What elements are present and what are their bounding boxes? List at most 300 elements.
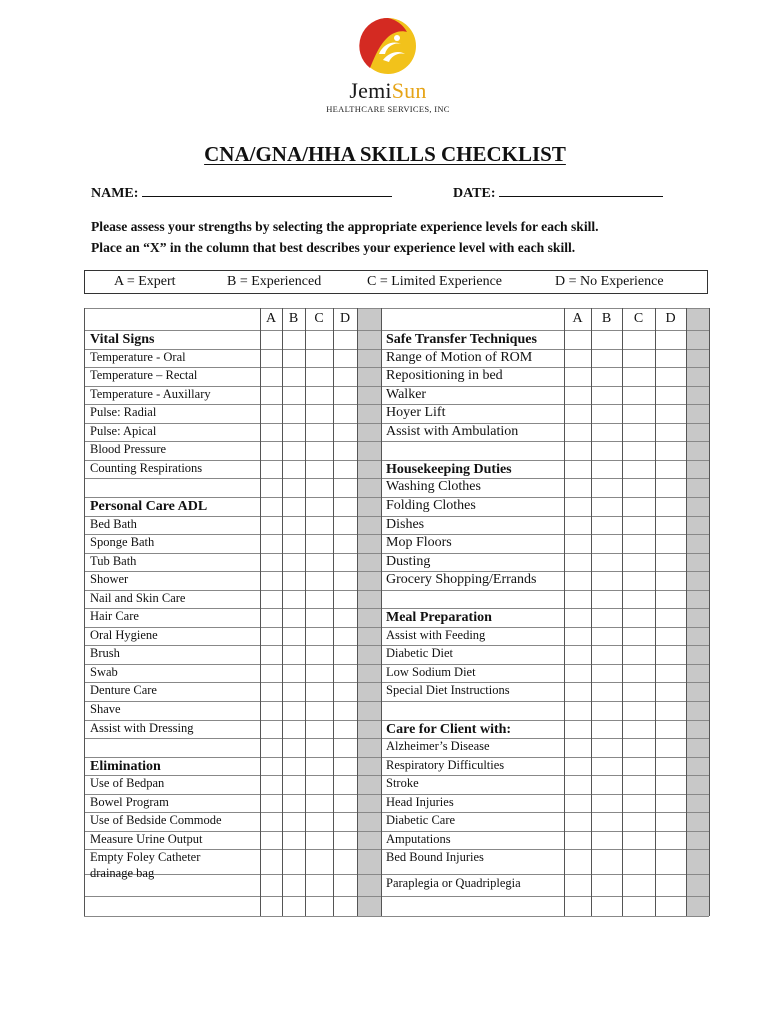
right-check-cell-d[interactable] [656,368,685,385]
right-check-cell-b[interactable] [592,572,621,589]
left-check-cell-d[interactable] [334,813,356,830]
left-check-cell-b[interactable] [283,350,304,367]
date-input-line[interactable] [499,184,663,197]
left-check-cell-d[interactable] [334,442,356,459]
left-check-cell-d[interactable] [334,424,356,441]
left-check-cell-c[interactable] [306,442,332,459]
left-check-cell-c[interactable] [306,832,332,849]
right-check-cell-c[interactable] [623,776,654,793]
right-check-cell-b[interactable] [592,813,621,830]
right-check-cell-c[interactable] [623,609,654,626]
company-logo [318,16,458,124]
left-check-cell-c[interactable] [306,368,332,385]
right-check-cell-a[interactable] [565,535,590,552]
right-check-cell-a[interactable] [565,609,590,626]
right-check-cell-c[interactable] [623,739,654,756]
right-check-cell-a[interactable] [565,498,590,515]
right-skill-label: Hoyer Lift [386,405,446,421]
right-check-cell-b[interactable] [592,498,621,515]
left-check-cell-c[interactable] [306,591,332,608]
left-column-header-b: B [288,311,299,326]
shaded-end-column [686,308,709,916]
left-check-cell-d[interactable] [334,350,356,367]
right-check-cell-d[interactable] [656,813,685,830]
right-check-cell-a[interactable] [565,554,590,571]
right-check-cell-d[interactable] [656,609,685,626]
left-check-cell-d[interactable] [334,331,356,348]
right-skill-label: Alzheimer’s Disease [386,739,490,754]
left-check-cell-c[interactable] [306,554,332,571]
right-check-cell-a[interactable] [565,442,590,459]
right-check-cell-d[interactable] [656,665,685,682]
right-check-cell-d[interactable] [656,702,685,719]
right-check-cell-d[interactable] [656,498,685,515]
left-check-cell-a[interactable] [261,888,281,905]
left-skill-label: Nail and Skin Care [90,590,186,605]
left-check-cell-c[interactable] [306,572,332,589]
right-skill-label: Dusting [386,553,431,569]
left-skill-label: Temperature – Rectal [90,368,198,383]
left-skill-label: Shower [90,572,129,587]
right-check-cell-d[interactable] [656,776,685,793]
right-skill-label: Amputations [386,831,451,846]
right-check-cell-c[interactable] [623,795,654,812]
name-field[interactable] [91,184,392,202]
left-check-cell-c[interactable] [306,758,332,775]
left-check-cell-b[interactable] [283,832,304,849]
left-skill-label: Pulse: Radial [90,405,157,420]
left-check-cell-b[interactable] [283,609,304,626]
left-check-cell-d[interactable] [334,479,356,496]
right-check-cell-c[interactable] [623,572,654,589]
instruction-line-1: Please assess your strengths by selecting the appropriate experience levels for each skill. [91,219,599,234]
left-check-cell-c[interactable] [306,702,332,719]
left-check-cell-b[interactable] [283,442,304,459]
left-check-cell-d[interactable] [334,498,356,515]
row-divider [84,916,709,917]
right-section-heading: Housekeeping Duties [386,461,512,477]
left-check-cell-b[interactable] [283,683,304,700]
left-check-cell-c[interactable] [306,479,332,496]
left-check-cell-c[interactable] [306,869,332,886]
right-check-cell-d[interactable] [656,572,685,589]
right-check-cell-b[interactable] [592,888,621,905]
right-check-cell-a[interactable] [565,387,590,404]
left-check-cell-b[interactable] [283,554,304,571]
right-check-cell-b[interactable] [592,869,621,886]
left-check-cell-b[interactable] [283,813,304,830]
left-check-cell-d[interactable] [334,665,356,682]
shaded-separator-column [357,308,381,916]
left-check-cell-d[interactable] [334,387,356,404]
right-check-cell-d[interactable] [656,683,685,700]
right-check-cell-a[interactable] [565,646,590,663]
logo-wordmark-part2: Sun [391,78,427,103]
left-check-cell-d[interactable] [334,721,356,738]
right-check-cell-a[interactable] [565,758,590,775]
right-check-cell-d[interactable] [656,795,685,812]
left-check-cell-d[interactable] [334,795,356,812]
right-check-cell-b[interactable] [592,591,621,608]
left-check-cell-b[interactable] [283,591,304,608]
left-check-cell-d[interactable] [334,572,356,589]
page-title-text: CNA/GNA/HHA SKILLS CHECKLIST [204,142,566,166]
right-check-cell-b[interactable] [592,683,621,700]
right-check-cell-d[interactable] [656,721,685,738]
logo-wordmark [318,80,458,102]
left-check-cell-b[interactable] [283,795,304,812]
left-column-header-d: D [339,311,351,326]
right-check-cell-c[interactable] [623,702,654,719]
column-divider [709,308,710,916]
left-check-cell-a[interactable] [261,424,281,441]
left-check-cell-c[interactable] [306,350,332,367]
right-check-cell-d[interactable] [656,405,685,422]
left-check-cell-b[interactable] [283,331,304,348]
right-check-cell-b[interactable] [592,424,621,441]
left-check-cell-d[interactable] [334,609,356,626]
left-check-cell-a[interactable] [261,721,281,738]
left-skill-label: Hair Care [90,609,139,624]
left-skill-label: Assist with Dressing [90,720,194,735]
left-check-cell-a[interactable] [261,461,281,478]
right-check-cell-b[interactable] [592,442,621,459]
left-check-cell-c[interactable] [306,331,332,348]
left-check-cell-b[interactable] [283,405,304,422]
left-check-cell-b[interactable] [283,739,304,756]
left-check-cell-d[interactable] [334,554,356,571]
right-check-cell-c[interactable] [623,498,654,515]
left-check-cell-b[interactable] [283,368,304,385]
left-check-cell-d[interactable] [334,869,356,886]
left-section-heading: Elimination [90,758,161,774]
right-check-cell-a[interactable] [565,702,590,719]
left-check-cell-b[interactable] [283,758,304,775]
right-check-cell-a[interactable] [565,721,590,738]
right-check-cell-d[interactable] [656,646,685,663]
left-skill-label: Swab [90,664,118,679]
left-check-cell-b[interactable] [283,646,304,663]
right-check-cell-c[interactable] [623,461,654,478]
right-skill-label: Mop Floors [386,535,452,551]
left-check-cell-d[interactable] [334,739,356,756]
right-check-cell-d[interactable] [656,758,685,775]
left-check-cell-d[interactable] [334,405,356,422]
right-check-cell-a[interactable] [565,461,590,478]
right-check-cell-b[interactable] [592,665,621,682]
left-check-cell-a[interactable] [261,479,281,496]
right-check-cell-b[interactable] [592,387,621,404]
left-skill-label: Temperature - Oral [90,349,186,364]
right-check-cell-c[interactable] [623,331,654,348]
left-check-cell-a[interactable] [261,776,281,793]
left-check-cell-c[interactable] [306,628,332,645]
right-check-cell-a[interactable] [565,331,590,348]
right-check-cell-c[interactable] [623,554,654,571]
left-skill-label: Temperature - Auxillary [90,386,211,401]
right-check-cell-a[interactable] [565,517,590,534]
left-check-cell-a[interactable] [261,628,281,645]
right-check-cell-c[interactable] [623,368,654,385]
left-check-cell-c[interactable] [306,498,332,515]
left-check-cell-a[interactable] [261,832,281,849]
left-check-cell-c[interactable] [306,646,332,663]
right-check-cell-b[interactable] [592,331,621,348]
left-check-cell-d[interactable] [334,702,356,719]
left-check-cell-c[interactable] [306,535,332,552]
left-check-cell-a[interactable] [261,535,281,552]
left-check-cell-c[interactable] [306,683,332,700]
right-check-cell-a[interactable] [565,628,590,645]
right-skill-label: Low Sodium Diet [386,664,476,679]
left-check-cell-b[interactable] [283,665,304,682]
right-check-cell-b[interactable] [592,479,621,496]
right-check-cell-c[interactable] [623,387,654,404]
name-input-line[interactable] [142,184,392,197]
left-skill-label: Brush [90,646,120,661]
left-check-cell-b[interactable] [283,535,304,552]
right-check-cell-a[interactable] [565,368,590,385]
right-skill-label: Bed Bound Injuries [386,850,484,865]
left-check-cell-b[interactable] [283,776,304,793]
left-check-cell-d[interactable] [334,646,356,663]
right-check-cell-d[interactable] [656,442,685,459]
left-check-cell-a[interactable] [261,683,281,700]
left-skill-label: Oral Hygiene [90,627,158,642]
right-check-cell-c[interactable] [623,535,654,552]
right-section-heading: Meal Preparation [386,610,492,626]
right-check-cell-c[interactable] [623,479,654,496]
right-check-cell-d[interactable] [656,479,685,496]
left-check-cell-c[interactable] [306,405,332,422]
left-check-cell-a[interactable] [261,795,281,812]
right-check-cell-c[interactable] [623,646,654,663]
right-check-cell-c[interactable] [623,350,654,367]
left-check-cell-b[interactable] [283,572,304,589]
column-divider [686,308,687,916]
left-check-cell-a[interactable] [261,758,281,775]
left-check-cell-c[interactable] [306,888,332,905]
date-field[interactable] [453,184,663,202]
right-column-header-c: C [633,311,644,326]
left-check-cell-a[interactable] [261,702,281,719]
legend-experienced: B = Experienced [227,274,322,289]
right-check-cell-c[interactable] [623,758,654,775]
right-check-cell-d[interactable] [656,739,685,756]
left-check-cell-c[interactable] [306,609,332,626]
left-check-cell-c[interactable] [306,424,332,441]
left-check-cell-d[interactable] [334,368,356,385]
right-check-cell-c[interactable] [623,628,654,645]
left-check-cell-a[interactable] [261,442,281,459]
left-skill-label: Shave [90,702,121,716]
right-check-cell-a[interactable] [565,739,590,756]
right-check-cell-c[interactable] [623,442,654,459]
left-check-cell-b[interactable] [283,702,304,719]
right-check-cell-b[interactable] [592,646,621,663]
left-check-cell-b[interactable] [283,721,304,738]
right-check-cell-a[interactable] [565,683,590,700]
left-check-cell-a[interactable] [261,405,281,422]
right-check-cell-c[interactable] [623,832,654,849]
left-check-cell-a[interactable] [261,387,281,404]
left-check-cell-b[interactable] [283,387,304,404]
left-check-cell-a[interactable] [261,517,281,534]
left-check-cell-c[interactable] [306,776,332,793]
left-check-cell-c[interactable] [306,739,332,756]
left-check-cell-c[interactable] [306,813,332,830]
right-check-cell-a[interactable] [565,572,590,589]
right-check-cell-a[interactable] [565,888,590,905]
left-check-cell-b[interactable] [283,517,304,534]
right-check-cell-b[interactable] [592,517,621,534]
left-check-cell-a[interactable] [261,813,281,830]
right-check-cell-d[interactable] [656,869,685,886]
right-check-cell-b[interactable] [592,535,621,552]
left-check-cell-a[interactable] [261,739,281,756]
right-check-cell-c[interactable] [623,813,654,830]
right-check-cell-b[interactable] [592,405,621,422]
left-check-cell-d[interactable] [334,461,356,478]
left-check-cell-d[interactable] [334,535,356,552]
left-check-cell-d[interactable] [334,683,356,700]
left-check-cell-b[interactable] [283,479,304,496]
right-check-cell-a[interactable] [565,424,590,441]
left-check-cell-d[interactable] [334,517,356,534]
right-check-cell-a[interactable] [565,869,590,886]
right-check-cell-b[interactable] [592,368,621,385]
left-check-cell-a[interactable] [261,591,281,608]
left-check-cell-a[interactable] [261,665,281,682]
right-check-cell-c[interactable] [623,683,654,700]
right-check-cell-a[interactable] [565,813,590,830]
right-skill-label: Special Diet Instructions [386,683,510,698]
right-check-cell-c[interactable] [623,424,654,441]
left-check-cell-d[interactable] [334,888,356,905]
right-skill-label: Respiratory Difficulties [386,757,505,772]
right-check-cell-c[interactable] [623,517,654,534]
left-check-cell-d[interactable] [334,832,356,849]
left-check-cell-b[interactable] [283,461,304,478]
right-check-cell-d[interactable] [656,350,685,367]
left-check-cell-b[interactable] [283,424,304,441]
left-check-cell-a[interactable] [261,498,281,515]
right-check-cell-a[interactable] [565,832,590,849]
right-check-cell-d[interactable] [656,535,685,552]
right-check-cell-b[interactable] [592,628,621,645]
left-check-cell-b[interactable] [283,628,304,645]
right-check-cell-b[interactable] [592,795,621,812]
page-title [0,142,770,167]
right-skill-label: Grocery Shopping/Errands [386,572,537,588]
left-check-cell-d[interactable] [334,776,356,793]
left-check-cell-b[interactable] [283,888,304,905]
left-check-cell-a[interactable] [261,869,281,886]
right-check-cell-b[interactable] [592,702,621,719]
right-check-cell-d[interactable] [656,832,685,849]
left-check-cell-c[interactable] [306,461,332,478]
left-check-cell-a[interactable] [261,368,281,385]
left-skill-label: Counting Respirations [90,460,203,475]
right-check-cell-c[interactable] [623,888,654,905]
right-check-cell-d[interactable] [656,331,685,348]
left-skill-label: Bed Bath [90,516,137,531]
left-check-cell-c[interactable] [306,795,332,812]
right-check-cell-a[interactable] [565,795,590,812]
right-check-cell-d[interactable] [656,628,685,645]
right-section-heading: Safe Transfer Techniques [386,332,537,347]
left-check-cell-b[interactable] [283,869,304,886]
left-check-cell-c[interactable] [306,387,332,404]
left-check-cell-a[interactable] [261,572,281,589]
right-check-cell-d[interactable] [656,517,685,534]
legend-none: D = No Experience [555,274,664,289]
right-check-cell-a[interactable] [565,350,590,367]
right-check-cell-b[interactable] [592,832,621,849]
right-check-cell-b[interactable] [592,721,621,738]
left-check-cell-a[interactable] [261,350,281,367]
instruction-line-2: Place an “X” in the column that best describes your experience level with each skill. [91,240,576,255]
right-check-cell-b[interactable] [592,554,621,571]
left-check-cell-d[interactable] [334,591,356,608]
left-check-cell-c[interactable] [306,665,332,682]
left-skill-label: Sponge Bath [90,535,155,550]
left-check-cell-a[interactable] [261,554,281,571]
left-check-cell-a[interactable] [261,646,281,663]
right-check-cell-c[interactable] [623,721,654,738]
right-check-cell-b[interactable] [592,776,621,793]
column-divider [381,308,382,916]
right-column-header-d: D [665,311,676,326]
column-divider [84,308,85,916]
left-check-cell-a[interactable] [261,609,281,626]
right-check-cell-d[interactable] [656,461,685,478]
right-check-cell-b[interactable] [592,350,621,367]
right-skill-label: Stroke [386,776,419,791]
left-check-cell-d[interactable] [334,628,356,645]
right-check-cell-c[interactable] [623,591,654,608]
left-check-cell-c[interactable] [306,721,332,738]
right-check-cell-b[interactable] [592,461,621,478]
right-check-cell-c[interactable] [623,665,654,682]
right-check-cell-c[interactable] [623,405,654,422]
right-check-cell-d[interactable] [656,424,685,441]
right-check-cell-b[interactable] [592,609,621,626]
right-check-cell-d[interactable] [656,554,685,571]
sun-logo-icon [357,16,419,78]
left-skill-label-cont: drainage bag [90,866,155,881]
right-check-cell-a[interactable] [565,479,590,496]
left-skill-label: Measure Urine Output [90,831,203,846]
left-check-cell-d[interactable] [334,758,356,775]
left-check-cell-a[interactable] [261,331,281,348]
right-check-cell-b[interactable] [592,739,621,756]
right-check-cell-a[interactable] [565,665,590,682]
left-check-cell-b[interactable] [283,498,304,515]
right-skill-label: Paraplegia or Quadriplegia [386,875,521,890]
right-check-cell-a[interactable] [565,776,590,793]
right-check-cell-d[interactable] [656,888,685,905]
right-check-cell-d[interactable] [656,591,685,608]
row-divider [84,308,709,309]
left-check-cell-c[interactable] [306,517,332,534]
right-check-cell-b[interactable] [592,758,621,775]
right-check-cell-a[interactable] [565,591,590,608]
right-check-cell-c[interactable] [623,869,654,886]
left-skill-label: Denture Care [90,683,157,698]
right-check-cell-d[interactable] [656,387,685,404]
right-check-cell-a[interactable] [565,405,590,422]
